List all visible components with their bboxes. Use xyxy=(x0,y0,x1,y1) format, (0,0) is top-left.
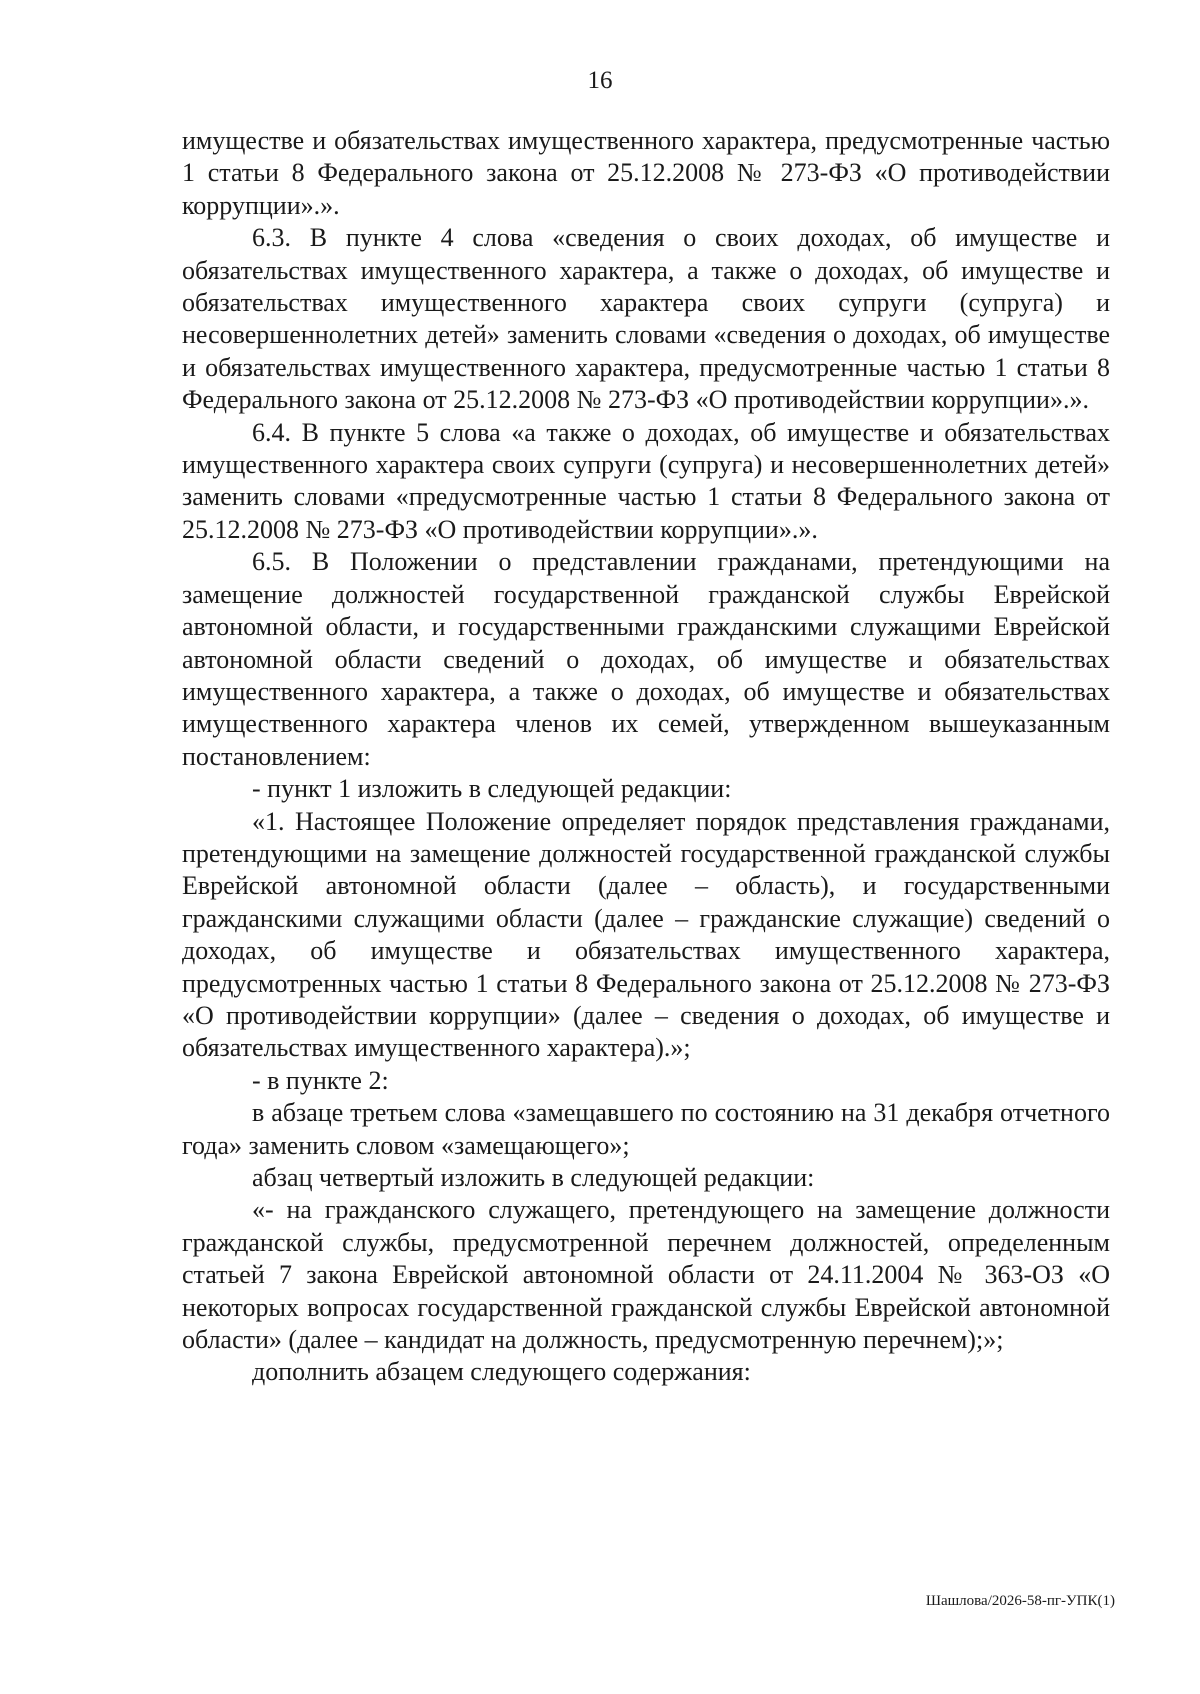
paragraph-abzac-3: в абзаце третьем слова «замещавшего по состоянию на 31 декабря отчетного года» заменить словом «замещающего»; xyxy=(182,1098,1110,1160)
document-body xyxy=(182,125,1110,1389)
paragraph-6-4: 6.4. В пункте 5 слова «а также о доходах, об имуществе и обязательствах имущественного характера своих супруги (супруга) и несовершеннолетних детей» заменить словами «предусмотренные частью 1 статьи 8 Федерального закона от 25.12.2008 № 273-ФЗ «О противодействии коррупции».». xyxy=(182,417,1110,544)
paragraph-item-1-text: «1. Настоящее Положение определяет порядок представления гражданами, претендующими на замещение должностей государственной гражданской службы Еврейской автономной области (далее – область), и государственными гражданскими служащими области (далее – гражданские служащие) сведений о доходах, об имуществе и обязательствах имущественного характера, предусмотренных частью 1 статьи 8 Федерального закона от 25.12.2008 № 273-ФЗ «О противодействии коррупции» (далее – сведения о доходах, об имуществе и обязательствах имущественного характера).»; xyxy=(182,806,1110,1063)
paragraph-6-3: 6.3. В пункте 4 слова «сведения о своих доходах, об имуществе и обязательствах имущественного характера, а также о доходах, об имуществе и обязательствах имущественного характера своих супруги (супруга) и несовершеннолетних детей» заменить словами «сведения о доходах, об имуществе и обязательствах имущественного характера, предусмотренные частью 1 статьи 8 Федерального закона от 25.12.2008 № 273-ФЗ «О противодействии коррупции».». xyxy=(182,223,1110,415)
paragraph-6-5: 6.5. В Положении о представлении гражданами, претендующими на замещение должностей государственной гражданской службы Еврейской автономной области, и государственными гражданскими служащими Еврейской автономной области сведений о доходах, об имуществе и обязательствах имущественного характера, а также о доходах, об имуществе и обязательствах имущественного характера членов их семей, утвержденном вышеуказанным постановлением: xyxy=(182,547,1110,771)
paragraph-abzac-4-text: «- на гражданского служащего, претендующего на замещение должности гражданской службы, предусмотренной перечнем должностей, определенным статьей 7 закона Еврейской автономной области от 24.11.2004 № 363-ОЗ «О некоторых вопросах государственной гражданской службы Еврейской автономной области» (далее – кандидат на должность, предусмотренную перечнем);»; xyxy=(182,1195,1110,1355)
paragraph-abzac-4-intro: абзац четвертый изложить в следующей редакции: xyxy=(252,1163,815,1192)
paragraph-add-abzac: дополнить абзацем следующего содержания: xyxy=(252,1357,751,1387)
paragraph-item-2-intro: - в пункте 2: xyxy=(252,1065,389,1095)
footer-document-code: Шашлова/2026-58-пг-УПК(1) xyxy=(925,1593,1115,1609)
paragraph-continuation: имуществе и обязательствах имущественного характера, предусмотренные частью 1 статьи 8 Федерального закона от 25.12.2008 № 273-ФЗ «О противодействии коррупции».». xyxy=(182,126,1110,220)
page-number: 16 xyxy=(587,67,613,94)
paragraph-item-1-intro: - пункт 1 изложить в следующей редакции: xyxy=(252,774,732,804)
